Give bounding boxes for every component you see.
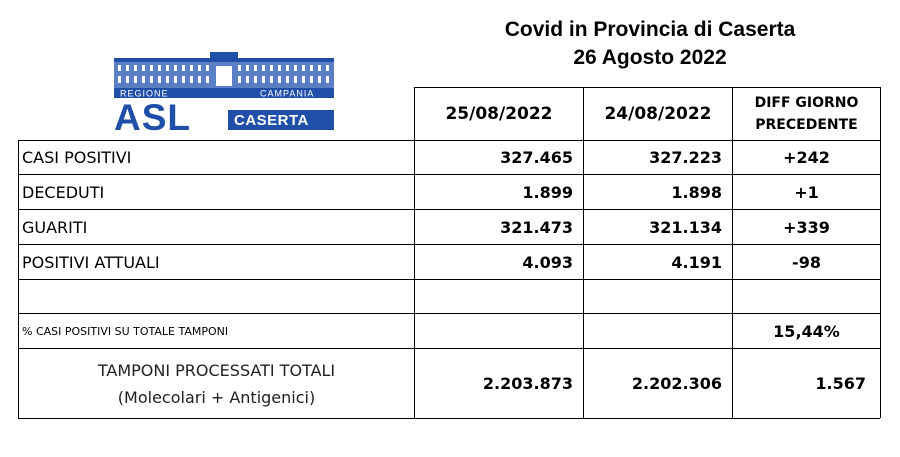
total-label-line2: (Molecolari + Antigenici)	[117, 387, 316, 407]
total-value-date-1: 2.203.873	[482, 374, 573, 393]
column-header-date-1: 25/08/2022	[445, 104, 553, 124]
row-label: CASI POSITIVI	[22, 148, 132, 167]
percent-value: 15,44%	[773, 321, 840, 341]
row-value-date-2: 1.898	[671, 182, 722, 202]
row-value-diff: +242	[783, 148, 830, 167]
row-value-date-1: 4.093	[522, 252, 573, 272]
svg-text:CAMPANIA: CAMPANIA	[260, 88, 315, 99]
row-label: POSITIVI ATTUALI	[22, 252, 160, 272]
svg-text:ASL: ASL	[114, 97, 191, 132]
row-value-diff: +339	[783, 217, 830, 237]
row-value-date-2: 327.223	[649, 148, 722, 167]
report-date: 26 Agosto 2022	[573, 46, 727, 69]
total-value-diff: 1.567	[815, 374, 866, 393]
total-value-date-2: 2.202.306	[631, 374, 722, 393]
row-label: DECEDUTI	[22, 182, 105, 202]
row-value-diff: +1	[794, 182, 819, 202]
column-header-date-2: 24/08/2022	[604, 104, 712, 124]
row-value-diff: -98	[792, 252, 821, 272]
report-title: Covid in Provincia di Caserta	[504, 18, 796, 41]
svg-text:CASERTA: CASERTA	[234, 112, 309, 129]
svg-text:REGIONE: REGIONE	[120, 88, 169, 99]
row-value-date-2: 4.191	[671, 252, 722, 272]
row-label: GUARITI	[22, 217, 88, 237]
row-value-date-1: 1.899	[522, 182, 573, 202]
column-header-diff: DIFF GIORNO PRECEDENTE	[754, 95, 859, 133]
total-label-line1: TAMPONI PROCESSATI TOTALI	[97, 360, 336, 380]
row-value-date-1: 327.465	[500, 148, 573, 167]
row-value-date-1: 321.473	[500, 217, 573, 237]
row-value-date-2: 321.134	[649, 217, 722, 237]
total-label	[19, 349, 414, 418]
percent-label: % CASI POSITIVI SU TOTALE TAMPONI	[22, 324, 229, 338]
asl-caserta-logo	[110, 52, 338, 132]
